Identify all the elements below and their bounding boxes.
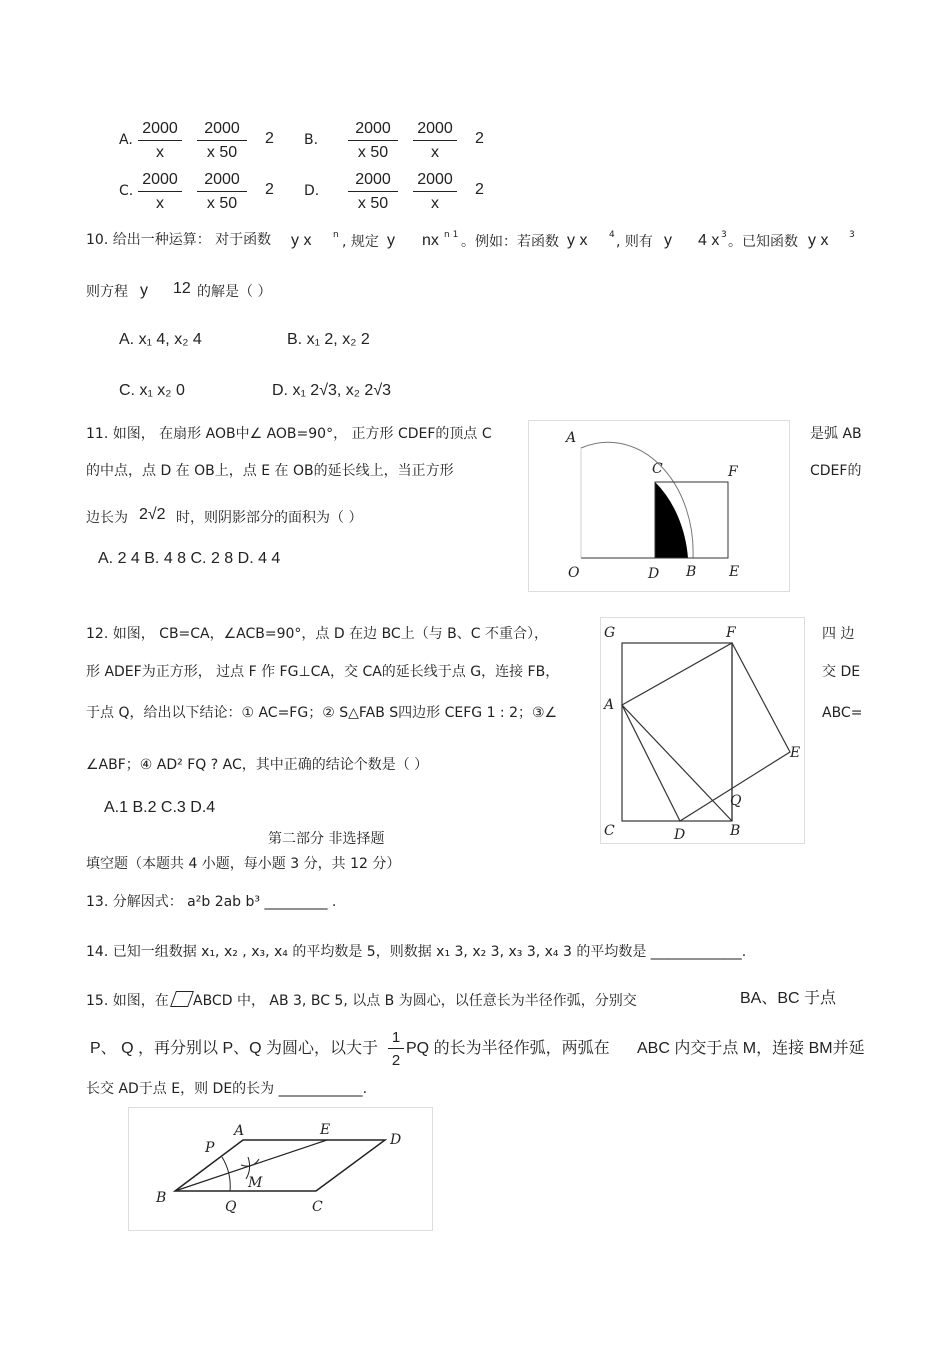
question-13: 13. 分解因式： a²b 2ab b³ _________ .: [86, 894, 337, 910]
q11-line2: 的中点，点 D 在 OB上，点 E 在 OB的延长线上，当正方形: [86, 463, 454, 479]
q10-line2-b: y: [140, 282, 148, 299]
q15-label-b: B: [156, 1190, 167, 1206]
q12-line1-right: 四 边: [822, 626, 855, 642]
q10-sup-4: 4: [609, 230, 615, 240]
q10-option-d: D. x₁ 2√3, x₂ 2√3: [272, 382, 391, 399]
q15-line2-c: ABC 内交于点 M，连接 BM并延: [637, 1040, 865, 1057]
q15-label-q: Q: [225, 1199, 237, 1215]
q10-line2-c: 12: [173, 280, 191, 297]
q10-sup-n1: n 1: [444, 230, 459, 240]
q15-line1-a: 15. 如图，在: [86, 993, 169, 1009]
q15-label-p: P: [205, 1140, 215, 1156]
q15-line2-b: PQ 的长为半径作弧，两弧在: [406, 1040, 610, 1057]
q11-figure: [528, 420, 790, 592]
q12-label-a: A: [604, 697, 615, 713]
q12-line2-right: 交 DE: [822, 664, 861, 680]
q12-label-g: G: [604, 625, 616, 641]
q11-label-e: E: [729, 564, 740, 580]
q10-line2-d: 的解是（ ）: [197, 284, 272, 300]
q15-figure-svg: [128, 1107, 433, 1231]
q12-line3: 于点 Q，给出以下结论：① AC=FG；② S△FAB S四边形 CEFG 1 : 2；③∠: [86, 705, 558, 721]
q10-line1-f: 。例如：若函数: [461, 234, 559, 250]
q9-c-rhs: 2: [265, 181, 274, 198]
q11-figure-svg: [528, 420, 790, 592]
q11-label-o: O: [568, 565, 580, 581]
q10-line1-i: y: [664, 232, 672, 249]
q12-line2: 形 ADEF为正方形， 过点 F 作 FG⊥CA，交 CA的延长线于点 G，连接 FB，: [86, 664, 560, 680]
q11-label-f: F: [728, 464, 738, 480]
part2-title: 第二部分 非选择题: [268, 831, 385, 847]
q10-line1-l: y x: [808, 232, 829, 249]
q12-label-c: C: [604, 823, 615, 839]
q15-label-c: C: [312, 1199, 323, 1215]
q12-label-f: F: [726, 625, 736, 641]
q15-line1-c: BA、BC 于点: [740, 990, 837, 1007]
q12-line1: 12. 如图， CB=CA，∠ACB=90°，点 D 在边 BC上（与 B、C 不重合），: [86, 626, 548, 642]
q11-line1-right: 是弧 AB: [810, 426, 862, 442]
q15-line1-b: ABCD 中， AB 3, BC 5, 以点 B 为圆心，以任意长为半径作弧，分别交: [193, 993, 637, 1009]
q10-line1-h: , 则有: [616, 234, 653, 250]
q11-label-d: D: [648, 566, 660, 582]
q9-d-fraction-2: $\frac{2000}{x}$: [413, 171, 457, 213]
q11-line3-b: 2√2: [139, 506, 166, 523]
q11-label-c: C: [652, 461, 663, 477]
q11-label-a: A: [566, 430, 577, 446]
q9-c-fraction-2: $\frac{2000}{x 50}$: [197, 171, 247, 213]
q10-line1-b: y x: [291, 232, 312, 249]
q10-sup-3b: 3: [849, 230, 855, 240]
q12-label-q: Q: [730, 793, 742, 809]
q9-c-fraction-1: $\frac{2000}{x}$: [138, 171, 182, 213]
q10-line1-k: 。已知函数: [728, 234, 798, 250]
q11-options: A. 2 4 B. 4 8 C. 2 8 D. 4 4: [98, 550, 281, 567]
q9-b-rhs: 2: [475, 130, 484, 147]
q11-line3-c: 时，则阴影部分的面积为（ ）: [176, 510, 363, 526]
question-14: 14. 已知一组数据 x₁, x₂ , x₃, x₄ 的平均数是 5，则数据 x₁ 3, x₂ 3, x₃ 3, x₄ 3 的平均数是 _____________.: [86, 944, 747, 960]
q10-line1-d: y: [387, 232, 395, 249]
q15-label-m: M: [248, 1175, 263, 1191]
fill-in-heading: 填空题（本题共 4 小题，每小题 3 分，共 12 分）: [86, 856, 401, 872]
q9-d-rhs: 2: [475, 181, 484, 198]
q15-line3: 长交 AD于点 E，则 DE的长为 ____________.: [86, 1081, 368, 1097]
q12-figure: [600, 617, 805, 844]
q10-line1-g: y x: [567, 232, 588, 249]
q10-sup-3: 3: [721, 230, 727, 240]
q12-label-b: B: [730, 823, 741, 839]
q9-a-fraction-2: $\frac{2000}{x 50}$: [197, 120, 247, 162]
q10-option-a: A. x₁ 4, x₂ 4: [119, 331, 202, 348]
q10-option-c: C. x₁ x₂ 0: [119, 382, 185, 399]
q10-line2-a: 则方程: [86, 284, 128, 300]
q10-line1-c: , 规定: [342, 234, 379, 250]
q9-c-label: C.: [119, 183, 134, 199]
q9-d-label: D.: [304, 183, 320, 199]
q9-a-fraction-1: $\frac{2000}{x}$: [138, 120, 182, 162]
q15-half-fraction: $\frac{1}{2}$: [388, 1029, 404, 1069]
q15-label-d: D: [390, 1132, 402, 1148]
q9-b-fraction-1: $\frac{2000}{x 50}$: [348, 120, 398, 162]
q12-line3-right: ABC=: [822, 705, 863, 721]
q11-line2-right: CDEF的: [810, 463, 862, 479]
q10-line1-e: nx: [422, 232, 439, 249]
q10-line1-j: 4 x: [698, 232, 720, 249]
q9-b-label: B.: [304, 132, 319, 148]
q15-line2-a: P、 Q ，再分别以 P、Q 为圆心，以大于: [90, 1040, 379, 1057]
q10-option-b: B. x₁ 2, x₂ 2: [287, 331, 370, 348]
q9-d-fraction-1: $\frac{2000}{x 50}$: [348, 171, 398, 213]
q15-label-e: E: [320, 1122, 331, 1138]
q10-line1-a: 10. 给出一种运算： 对于函数: [86, 232, 272, 248]
parallelogram-icon: [170, 991, 194, 1007]
q15-label-a: A: [234, 1123, 245, 1139]
q15-figure: [128, 1107, 433, 1231]
q9-a-label: A.: [119, 132, 133, 148]
q11-label-b: B: [686, 564, 697, 580]
q12-options: A.1 B.2 C.3 D.4: [104, 799, 216, 816]
q9-a-rhs: 2: [265, 130, 274, 147]
q12-line4: ∠ABF；④ AD² FQ ? AC，其中正确的结论个数是（ ）: [86, 757, 429, 773]
q11-line1: 11. 如图， 在扇形 AOB中∠ AOB=90°， 正方形 CDEF的顶点 C: [86, 426, 492, 442]
q12-figure-svg: [600, 617, 805, 844]
q10-sup-n: n: [333, 230, 339, 240]
q12-label-e: E: [790, 745, 801, 761]
q12-label-d: D: [674, 827, 686, 843]
q11-line3-a: 边长为: [86, 510, 128, 526]
q9-b-fraction-2: $\frac{2000}{x}$: [413, 120, 457, 162]
